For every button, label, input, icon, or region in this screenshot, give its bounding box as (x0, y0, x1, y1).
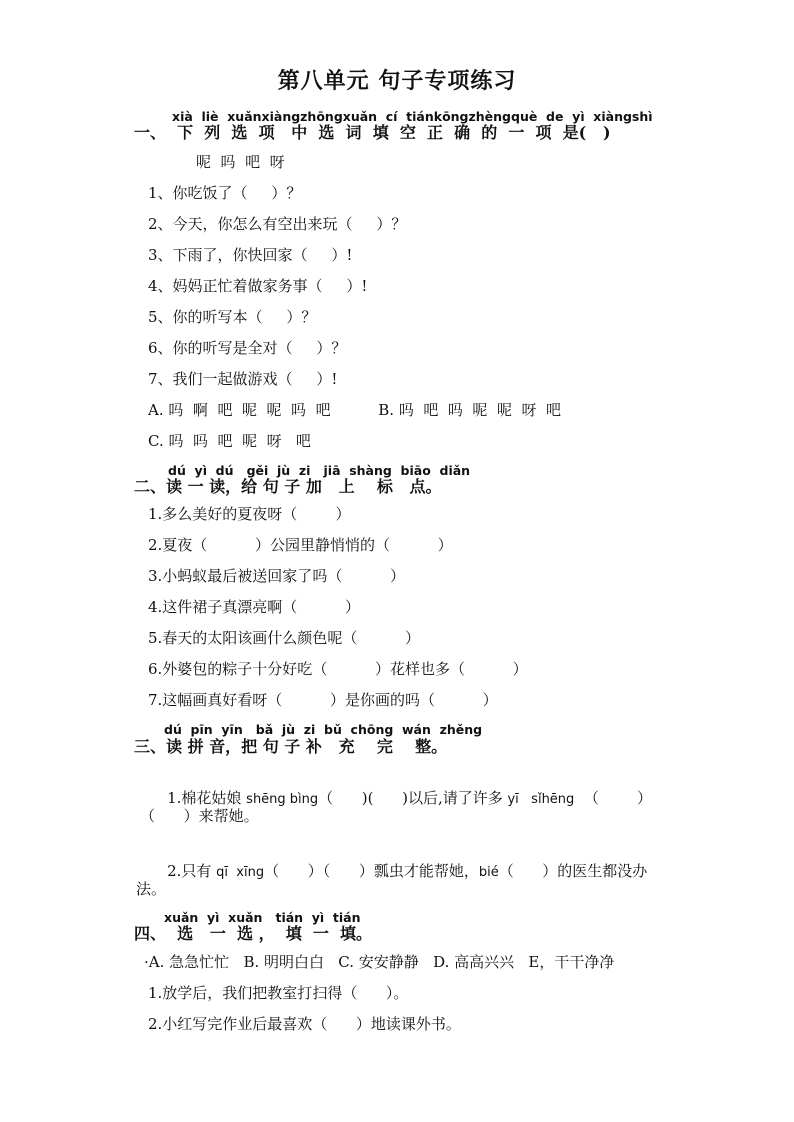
inline-pinyin: yī sǐhēng (507, 792, 575, 807)
section4-pinyin: xuǎn yì xuǎn tián yì tián (164, 910, 361, 925)
section2-heading: 二、读 一 读，给 句 子 加 上 标 点。 (134, 477, 442, 496)
section2-item: 6.外婆包的粽子十分好吃（ ）花样也多（ ） (148, 660, 528, 678)
section1-item: 1、你吃饭了（ ）？ (148, 184, 302, 202)
question-text: （ ）的医生都没办 (498, 862, 648, 880)
question-text: 2.只有 (167, 862, 217, 880)
section1-item: 6、你的听写是全对（ ）？ (148, 339, 347, 357)
section2-item: 3.小蚂蚁最后被送回家了吗（ ） (148, 567, 405, 585)
question-text: （ )( )以后,请了许多 (318, 789, 508, 807)
page-title: 第八单元 句子专项练习 (277, 68, 517, 94)
section1-item: 5、你的听写本（ ）？ (148, 308, 317, 326)
section1-item: 3、下雨了，你快回家（ ）! (148, 246, 353, 264)
section1-item: 7、我们一起做游戏（ ）! (148, 370, 338, 388)
section1-option-c: C. 吗 吗 吧 呢 呀 吧 (148, 432, 311, 450)
section1-item: 2、今天，你怎么有空出来玩（ ）？ (148, 215, 407, 233)
section2-item: 1.多么美好的夏夜呀（ ） (148, 505, 351, 523)
section1-word-choices: 呢 吗 吧 呀 (196, 153, 285, 171)
inline-pinyin: bié (478, 865, 499, 880)
question-text: （ ） (574, 789, 652, 807)
section3-pinyin: dú pīn yīn bǎ jù zi bǔ chōng wán zhěng (164, 722, 483, 737)
section3-heading: 三、读 拼 音，把 句 子 补 充 完 整。 (134, 737, 448, 756)
section4-item: 2.小红写完作业后最喜欢（ ）地读课外书。 (148, 1015, 461, 1033)
section2-pinyin: dú yì dú gěi jù zi jiā shàng biāo diǎn (168, 463, 471, 478)
question-text: （ ）（ ）瓢虫才能帮她， (264, 862, 479, 880)
section1-item: 4、妈妈正忙着做家务事（ ）! (148, 277, 368, 295)
inline-pinyin: qī xīng (216, 865, 265, 880)
section2-item: 5.春天的太阳该画什么颜色呢（ ） (148, 629, 420, 647)
section3-question-1-continued: （ ）来帮她。 (140, 807, 259, 825)
section4-item: 1.放学后，我们把教室打扫得（ ）。 (148, 984, 409, 1002)
question-text: 1.棉花姑娘 (167, 789, 247, 807)
section1-options-ab: A. 吗 啊 吧 呢 呢 吗 吧 B. 吗 吧 吗 呢 呢 呀 吧 (148, 401, 562, 419)
section3-question-2 (148, 842, 647, 899)
section4-options: ·A. 急急忙忙 B. 明明白白 C. 安安静静 D. 高高兴兴 E，干干净净 (144, 953, 615, 971)
section2-item: 2.夏夜（ ）公园里静悄悄的（ ） (148, 536, 453, 554)
section2-item: 4.这件裙子真漂亮啊（ ） (148, 598, 360, 616)
inline-pinyin: shēng bìng (246, 792, 319, 807)
section2-item: 7.这幅画真好看呀（ ）是你画的吗（ ） (148, 691, 498, 709)
section1-pinyin: xià liè xuǎnxiàngzhōngxuǎn cí tiánkōngzhèngquè de yì xiàngshì (172, 109, 653, 124)
section4-heading: 四、 选 一 选 ， 填 一 填。 (134, 924, 372, 943)
section3-question-2-continued: 法。 (136, 880, 167, 898)
section1-heading: 一、 下 列 选 项 中 选 词 填 空 正 确 的 一 项 是( ) (134, 123, 611, 142)
